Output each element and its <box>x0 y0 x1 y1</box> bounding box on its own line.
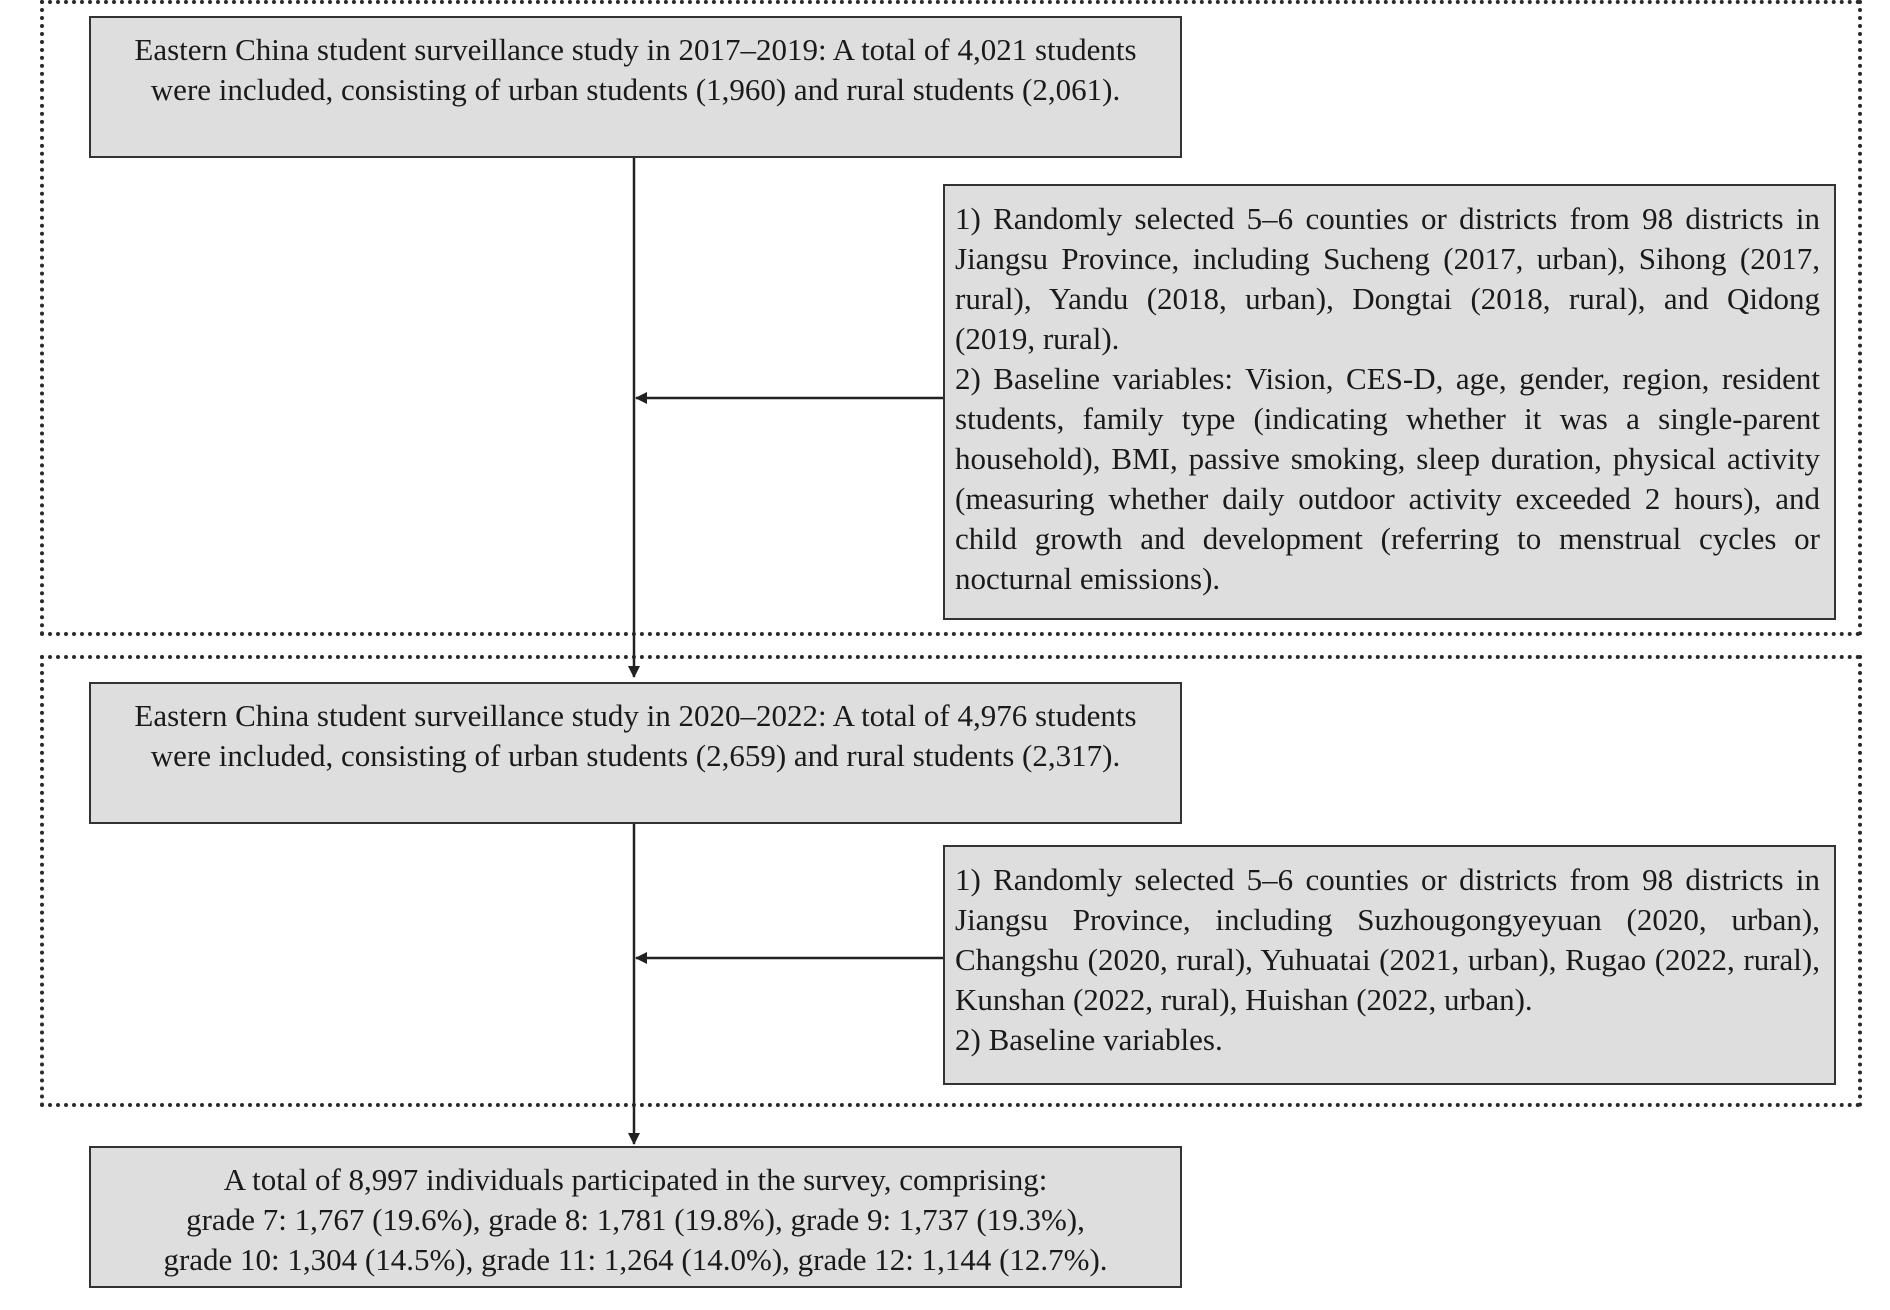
cohort-2020-2022-text: Eastern China student surveillance study in 2020–2022: A total of 4,976 students were included, consisting of urban students (2,659) and rural students (2,317). <box>134 698 1137 773</box>
sampling-2017-2019-box <box>943 184 1836 620</box>
sampling-2020-2022-item-2: 2) Baseline variables. <box>955 1022 1223 1057</box>
total-participants-line-1: A total of 8,997 individuals participated in the survey, comprising: <box>223 1162 1048 1197</box>
total-participants-line-3: grade 10: 1,304 (14.5%), grade 11: 1,264 (14.0%), grade 12: 1,144 (12.7%). <box>163 1242 1108 1277</box>
sampling-2020-2022-item-1: 1) Randomly selected 5–6 counties or districts from 98 districts in Jiangsu Province, including Suzhougongyeyuan (2020, urban), Changshu (2020, rural), Yuhuatai (2021, urban), Rugao (2022, rural), Kunshan (2022, rural), Huishan (2022, urban). <box>955 862 1820 1017</box>
cohort-2017-2019-text: Eastern China student surveillance study in 2017–2019: A total of 4,021 students were included, consisting of urban students (1,960) and rural students (2,061). <box>134 32 1137 107</box>
total-participants-box <box>89 1146 1182 1288</box>
cohort-2020-2022-box <box>89 682 1182 824</box>
total-participants-line-2: grade 7: 1,767 (19.6%), grade 8: 1,781 (19.8%), grade 9: 1,737 (19.3%), <box>186 1202 1085 1237</box>
cohort-2017-2019-box <box>89 16 1182 158</box>
sampling-2017-2019-item-2: 2) Baseline variables: Vision, CES-D, age, gender, region, resident students, family type (indicating whether it was a single-parent household), BMI, passive smoking, sleep duration, physical activity (measuring whether daily outdoor activity exceeded 2 hours), and child growth and development (referring to menstrual cycles or nocturnal emissions). <box>955 361 1820 596</box>
sampling-2020-2022-box <box>943 845 1836 1085</box>
sampling-2017-2019-item-1: 1) Randomly selected 5–6 counties or districts from 98 districts in Jiangsu Province, including Sucheng (2017, urban), Sihong (2017, rural), Yandu (2018, urban), Dongtai (2018, rural), and Qidong (2019, rural). <box>955 201 1820 356</box>
